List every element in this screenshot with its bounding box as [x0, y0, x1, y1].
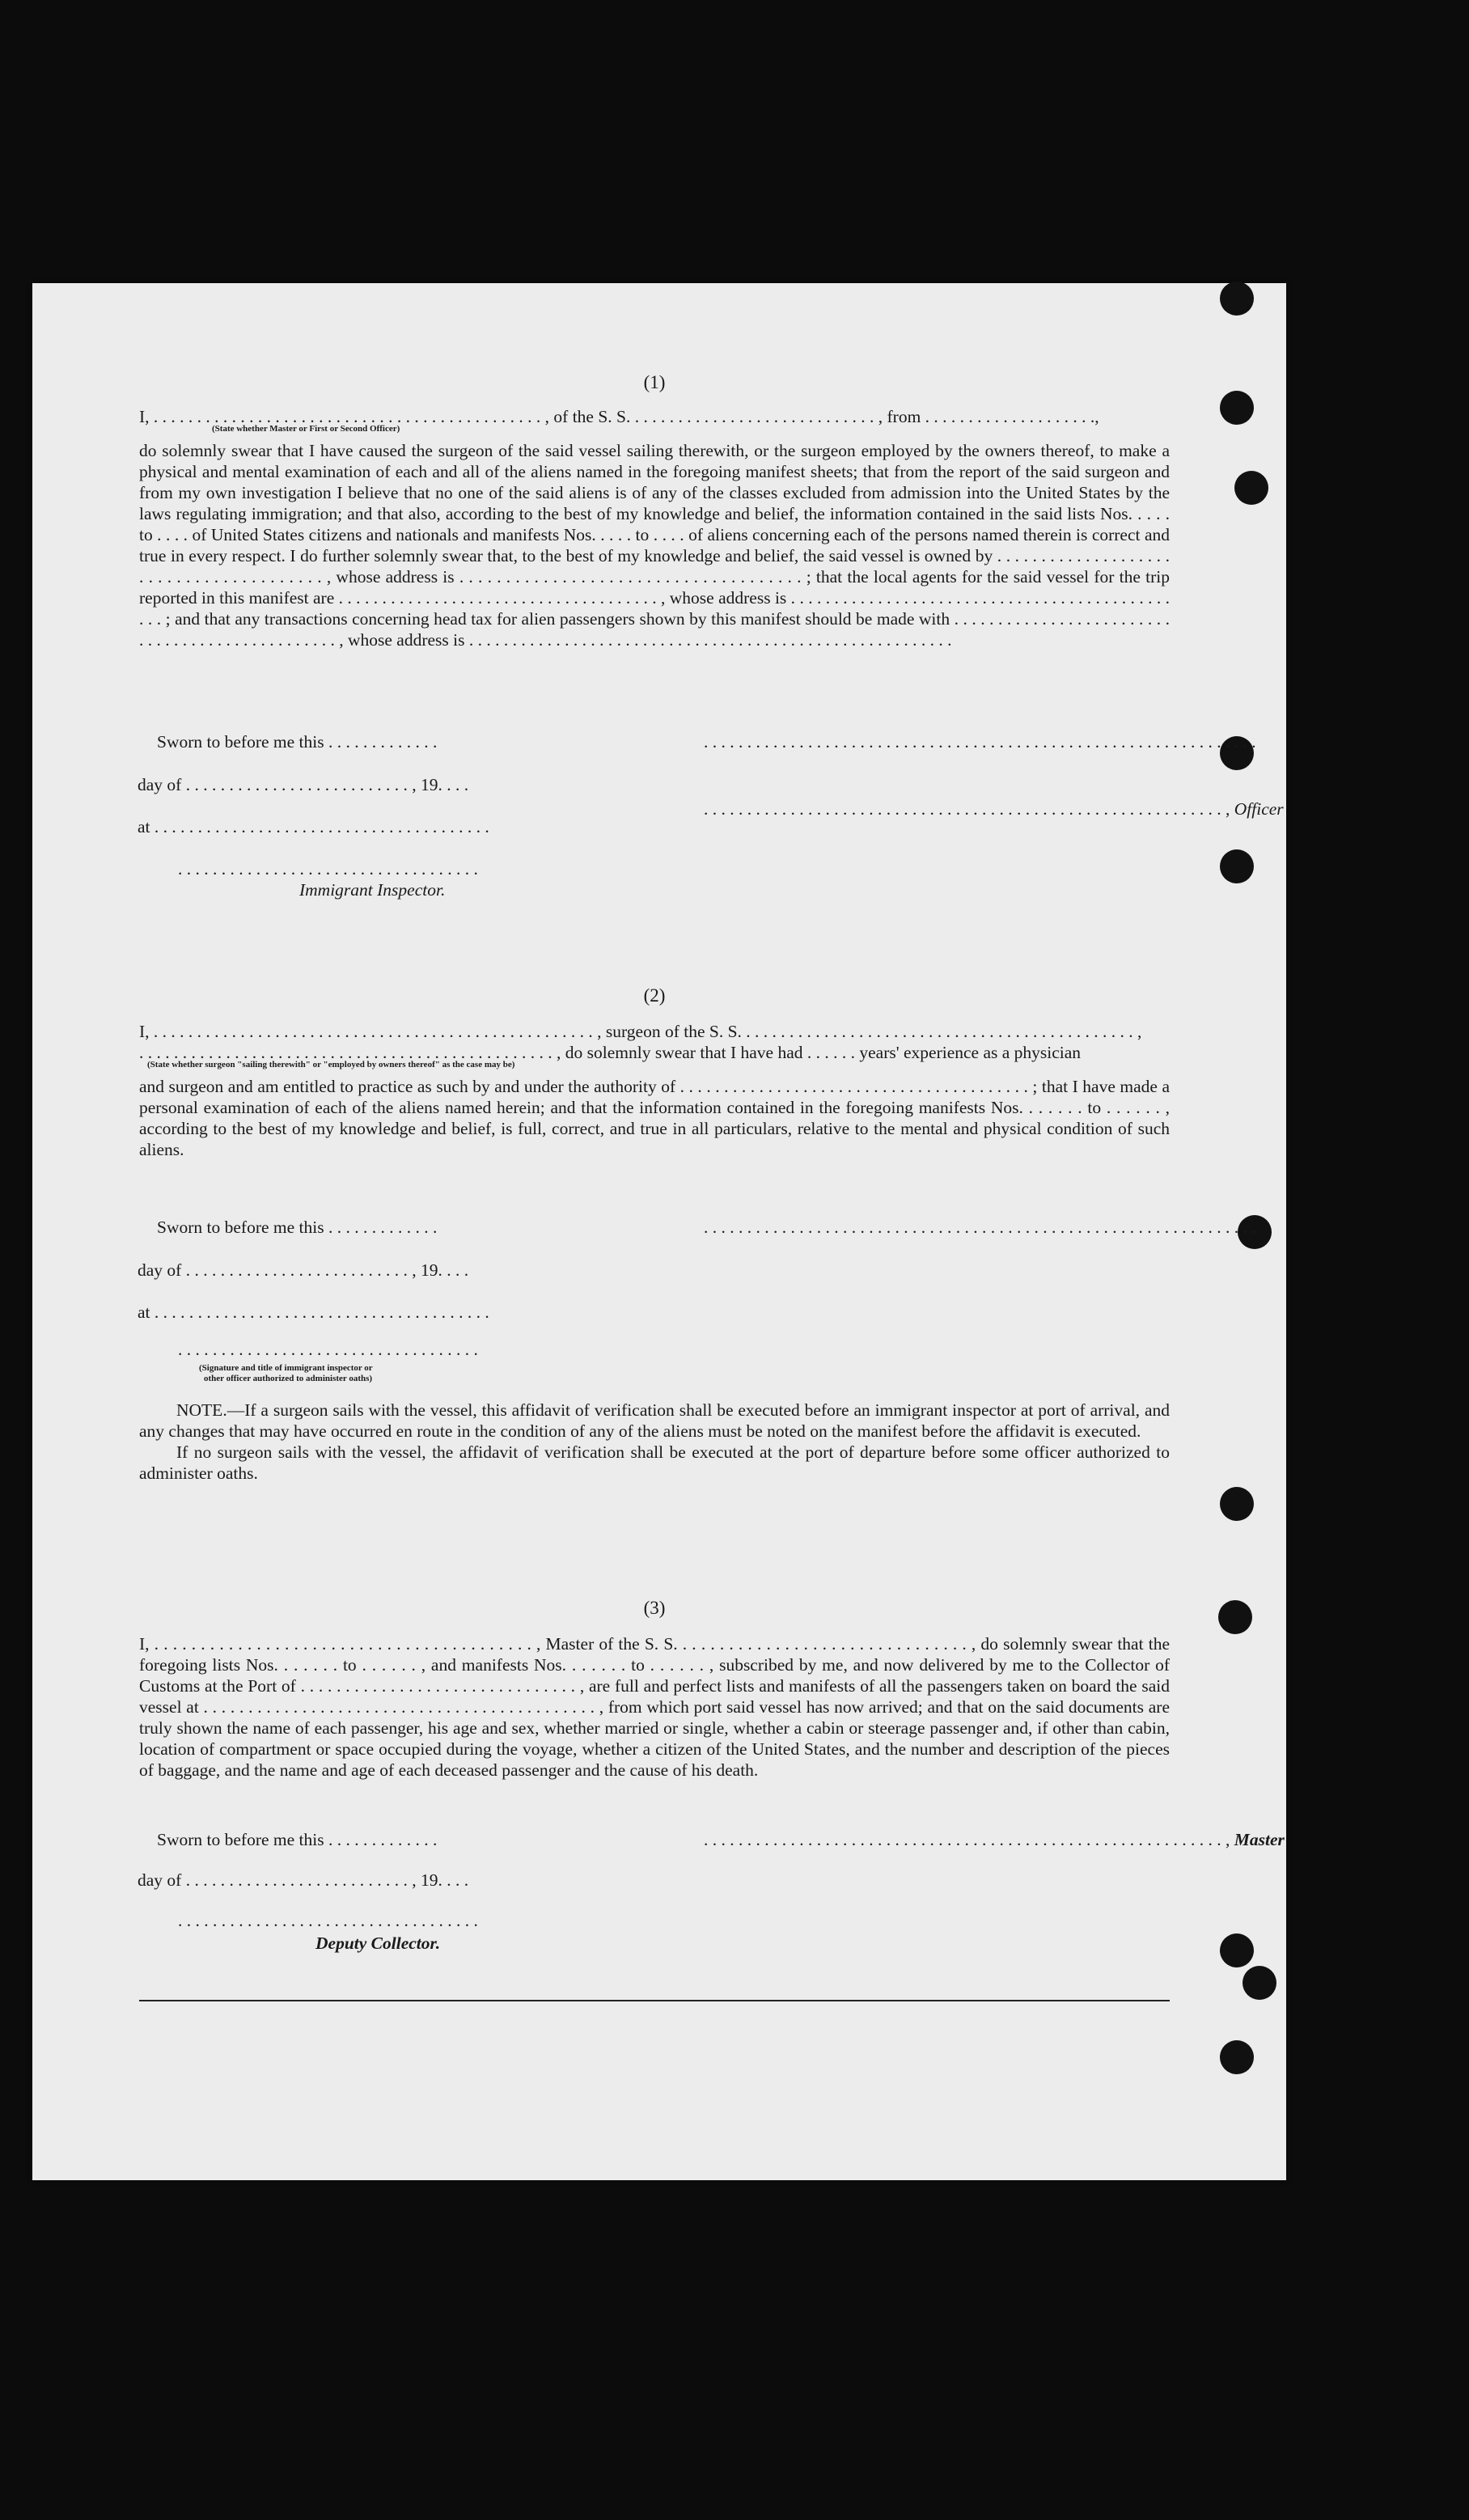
signature-caption: (Signature and title of immigrant inspector or	[199, 1363, 373, 1373]
sworn-line: Sworn to before me this . . . . . . . . . . . . .	[157, 732, 438, 752]
note-block	[139, 1400, 1170, 1484]
section-3	[139, 1598, 1170, 1781]
at-line: at . . . . . . . . . . . . . . . . . . . . . . . . . . . . . . . . . . . . . . .	[138, 1302, 489, 1322]
surgeon-oath-paragraph: and surgeon and am entitled to practice as such by and under the authority of . . . . . . . . . . . . . . . . . . . . . . . . . . . . . . . . . . . . . . . . ; that I have made a personal examination of each of the aliens named herein; and that the information contained in the foregoing manifests Nos. . . . . . . to . . . . . . , according to the best of my knowledge and belief, is full, correct, and true in all particulars, relative to the mental and physical condition of such aliens.	[139, 1077, 1170, 1159]
collector-label: Deputy Collector.	[315, 1933, 441, 1953]
section-1	[139, 372, 1170, 650]
note-paragraph: If no surgeon sails with the vessel, the affidavit of verification shall be executed at the port of departure before some officer authorized to administer oaths.	[139, 1442, 1170, 1483]
oath-paragraph: do solemnly swear that I have caused the surgeon of the said vessel sailing therewith, or the surgeon employed by the owners thereof, to make a physical and mental examination of each and all of the aliens named in the foregoing manifest sheets; that from the report of the said surgeon and from my own investigation I believe that no one of the said aliens is of any of the classes excluded from admission into the United States by the laws regulating immigration; and that also, according to the best of my knowledge and belief, the information contained in the said lists Nos. . . . . to . . . . of United States citizens and nationals and manifests Nos. . . . . to . . . . of aliens concerning each of the persons named therein is correct and true in every respect. I do further solemnly swear that, to the best of my knowledge and belief, the said vessel is owned by . . . . . . . . . . . . . . . . . . . . . . . . . . . . . . . . . . . . . . . . , whose address is . . . . . . . . . . . . . . . . . . . . . . . . . . . . . . . . . . . . . ; that the local agents for the said vessel for the trip reported in this manifest are . . . . . . . . . . . . . . . . . . . . . . . . . . . . . . . . . . . . . , whose address is . . . . . . . . . . . . . . . . . . . . . . . . . . . . . . . . . . . . . . . . . . . . . . . ; and that any transactions concerning head tax for alien passengers shown by this manifest should be made with . . . . . . . . . . . . . . . . . . . . . . . . . . . . . . . . . . . . . . . . . . . . . . . . , whose address is . . . . . . . . . . . . . . . . . . . . . . . . . . . . . . . . . . . . . . . . . . . . . . . . . . . . . . . .	[139, 441, 1170, 650]
punch-hole	[1220, 282, 1254, 316]
field-caption: (State whether surgeon "sailing therewith" or "employed by owners thereof" as the case may be)	[147, 1060, 515, 1069]
punch-hole	[1220, 1487, 1254, 1521]
form-sheet	[32, 283, 1286, 2180]
master-label: Master	[1234, 1830, 1285, 1849]
signature-dots: . . . . . . . . . . . . . . . . . . . . . . . . . . . . . . . . . . .	[178, 1340, 478, 1359]
punch-hole	[1220, 1933, 1254, 1967]
master-declaration-line: I, . . . . . . . . . . . . . . . . . . . . . . . . . . . . . . . . . . . . . . . . . . . . . , of the S. S. . . . . . . . . . . . . . . . . . . . . . . . . . . . . , from . . . . . . . . . . . . . . . . . . . .,	[139, 407, 1099, 426]
section-number: (1)	[643, 372, 666, 392]
punch-hole	[1220, 2040, 1254, 2074]
signature-caption: other officer authorized to administer oaths)	[204, 1374, 373, 1383]
day-line: day of . . . . . . . . . . . . . . . . . . . . . . . . . . , 19. . . .	[138, 775, 469, 794]
day-line: day of . . . . . . . . . . . . . . . . . . . . . . . . . . , 19. . . .	[138, 1870, 469, 1890]
sworn-line: Sworn to before me this . . . . . . . . . . . . .	[157, 1830, 438, 1849]
at-line: at . . . . . . . . . . . . . . . . . . . . . . . . . . . . . . . . . . . . . . .	[138, 817, 489, 836]
bottom-rule	[139, 2000, 1170, 2001]
section-number: (2)	[643, 985, 666, 1006]
field-caption: (State whether Master or First or Second Officer)	[212, 424, 400, 434]
note-paragraph: NOTE.—If a surgeon sails with the vessel, this affidavit of verification shall be executed before an immigrant inspector at port of arrival, and any changes that may have occurred en route in the condition of any of the aliens must be noted on the manifest before the affidavit is executed.	[139, 1400, 1170, 1441]
section-number: (3)	[643, 1598, 666, 1618]
surgeon-line: I, . . . . . . . . . . . . . . . . . . . . . . . . . . . . . . . . . . . . . . . . . . . . . . . . . . . , surgeon of the S. S. . . . . . . . . . . . . . . . . . . . . . . . . . . . . . . . . . . . . . . . . . . . . . ,	[139, 1022, 1142, 1041]
inspector-dots: . . . . . . . . . . . . . . . . . . . . . . . . . . . . . . . . . . .	[178, 859, 478, 879]
experience-line: . . . . . . . . . . . . . . . . . . . . . . . . . . . . . . . . . . . . . . . . . . . . . . . . , do solemnly swear that I have had . . . . . . years' experience as a physician	[139, 1043, 1082, 1062]
collector-dots: . . . . . . . . . . . . . . . . . . . . . . . . . . . . . . . . . . .	[178, 1911, 478, 1930]
day-line: day of . . . . . . . . . . . . . . . . . . . . . . . . . . , 19. . . .	[138, 1260, 469, 1280]
master-line	[704, 1830, 1285, 1850]
signature-line: . . . . . . . . . . . . . . . . . . . . . . . . . . . . . . . . . . . . . . . . . . . . . . . . . . . . . . . . . . . . . . . .	[704, 732, 1256, 752]
officer-label: Officer	[1234, 799, 1284, 819]
punch-hole	[1234, 471, 1268, 505]
punch-hole	[1220, 849, 1254, 883]
officer-dots: . . . . . . . . . . . . . . . . . . . . . . . . . . . . . . . . . . . . . . . . . . . . . . . . . . . . . . . . . . . . ,	[704, 799, 1230, 819]
punch-hole	[1220, 391, 1254, 425]
sworn-line: Sworn to before me this . . . . . . . . . . . . .	[157, 1218, 438, 1237]
master-oath-paragraph: I, . . . . . . . . . . . . . . . . . . . . . . . . . . . . . . . . . . . . . . . . . , Master of the S. S. . . . . . . . . . . . . . . . . . . . . . . . . . . . . . . . , do solemnly swear that the foregoing lists Nos. . . . . . . to . . . . . . , and manifests Nos. . . . . . . to . . . . . . , subscribed by me, and now delivered by me to the Collector of Customs at the Port of . . . . . . . . . . . . . . . . . . . . . . . . . . . . . . . , are full and perfect lists and manifests of all the passengers taken on board the said vessel at . . . . . . . . . . . . . . . . . . . . . . . . . . . . . . . . . . . . . . . . . . . . , from which port said vessel has now arrived; and that on the said documents are truly shown the name of each passenger, his age and sex, whether married or single, whether a cabin or steerage passenger and, if other than cabin, location of compartment or space occupied during the voyage, whether a citizen of the United States, and the number and description of the pieces of baggage, and the name and age of each deceased passenger and the cause of his death.	[139, 1634, 1170, 1780]
master-dots: . . . . . . . . . . . . . . . . . . . . . . . . . . . . . . . . . . . . . . . . . . . . . . . . . . . . . . . . . . . . ,	[704, 1830, 1230, 1849]
punch-hole	[1243, 1966, 1276, 2000]
signature-line: . . . . . . . . . . . . . . . . . . . . . . . . . . . . . . . . . . . . . . . . . . . . . . . . . . . . . . . . . . . . . . . .	[704, 1218, 1256, 1237]
officer-line	[704, 799, 1284, 820]
inspector-label: Immigrant Inspector.	[299, 880, 446, 900]
section-2	[139, 985, 1170, 1160]
punch-hole	[1218, 1600, 1252, 1634]
